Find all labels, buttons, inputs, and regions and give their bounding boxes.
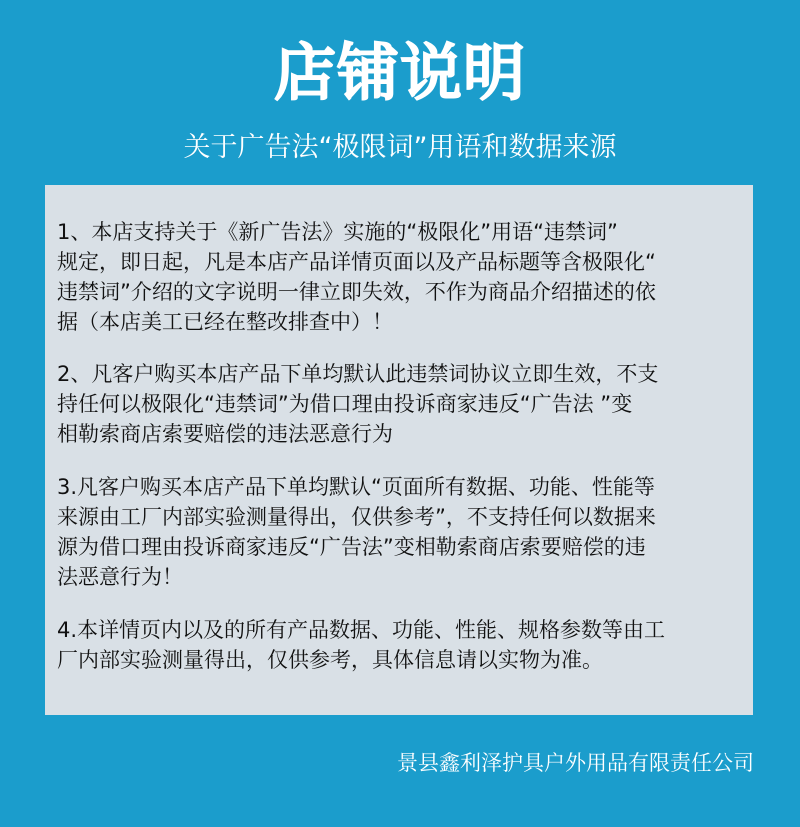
page-subtitle: 关于广告法“极限词”用语和数据来源 bbox=[183, 132, 617, 163]
notice-paragraph-1: 1、本店支持关于《新广告法》实施的“极限化”用语“违禁词” 规定，即日起，凡是本店产品详情页面以及产品标题等含极限化“ 违禁词”介绍的文字说明一律立即失效，不作为商品介绍描述的依 据（本店美工已经在整改排查中）！ bbox=[57, 220, 656, 334]
notice-paragraph-2: 2、凡客户购买本店产品下单均默认此违禁词协议立即生效，不支 持任何以极限化“违禁词”为借口理由投诉商家违反“广告法 ”变 相勒索商店索要赔偿的违法恶意行为 bbox=[57, 362, 659, 446]
company-name: 景县鑫利泽护具户外用品有限责任公司 bbox=[397, 751, 754, 775]
notice-paragraph-3: 3.凡客户购买本店产品下单均默认“页面所有数据、功能、性能等 来源由工厂内部实验测量得出，仅供参考”，不支持任何以数据来 源为借口理由投诉商家违反“广告法”变相勒索商店索要赔偿的违 法恶意行为！ bbox=[57, 475, 656, 589]
notice-paragraph-4: 4.本详情页内以及的所有产品数据、功能、性能、规格参数等由工 厂内部实验测量得出，仅供参考，具体信息请以实物为准。 bbox=[57, 618, 666, 672]
notice-panel bbox=[45, 185, 753, 715]
page-title: 店铺说明 bbox=[273, 36, 526, 109]
